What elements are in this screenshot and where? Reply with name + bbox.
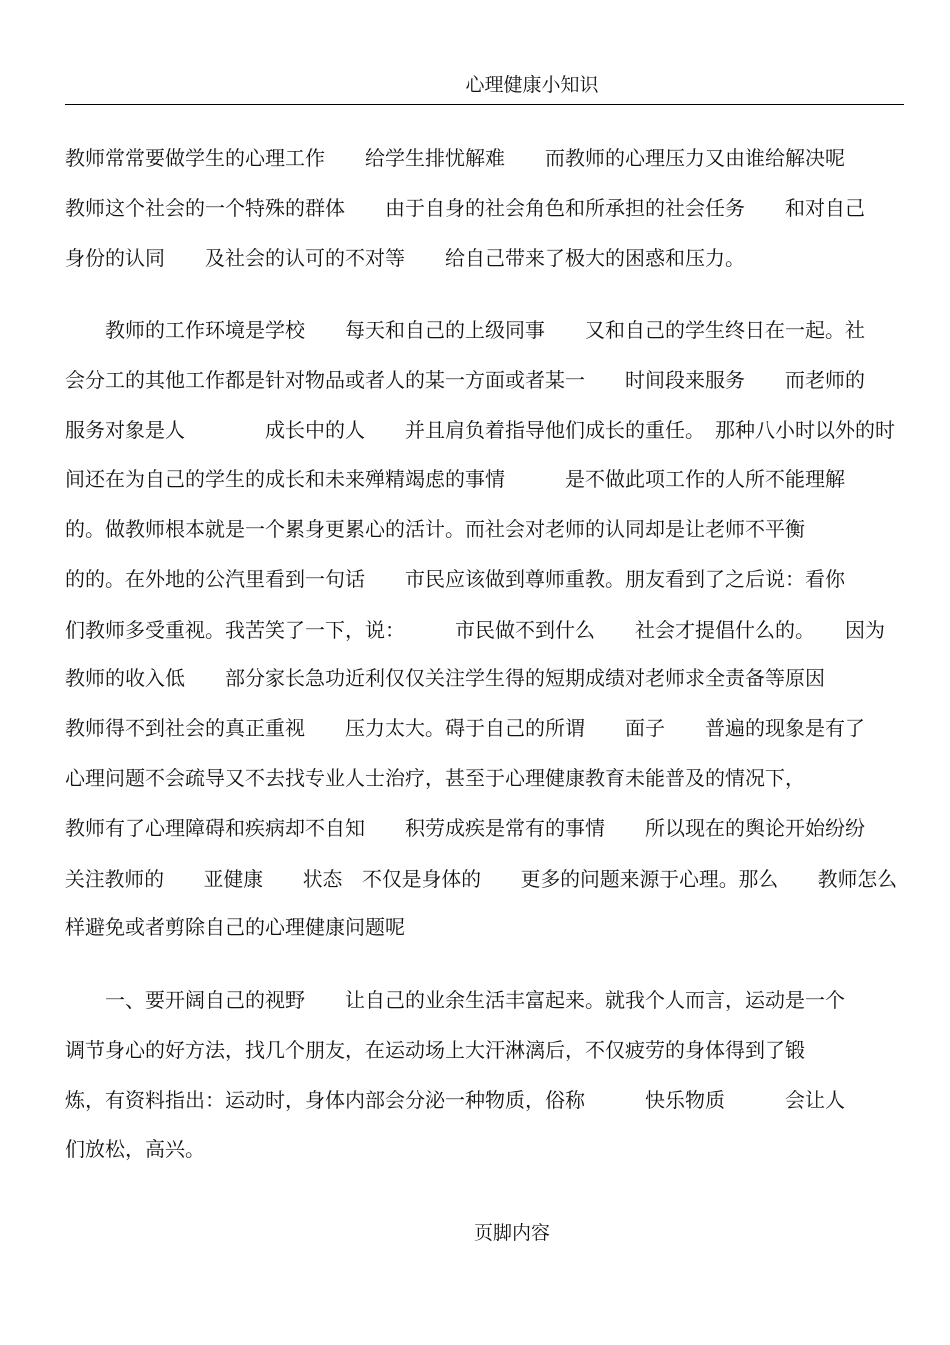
text-line: 一、要开阔自己的视野 让自己的业余生活丰富起来。就我个人而言，运动是一个 — [65, 988, 845, 1012]
text-line: 教师的工作环境是学校 每天和自己的上级同事 又和自己的学生终日在一起。社 — [65, 318, 865, 342]
text-line: 样避免或者剪除自己的心理健康问题呢 — [65, 915, 405, 939]
page-header-title: 心理健康小知识 — [465, 74, 599, 96]
text-line: 间还在为自己的学生的成长和未来殚精竭虑的事情 是不做此项工作的人所不能理解 — [65, 467, 845, 491]
text-line: 关注教师的 亚健康 状态 不仅是身体的 更多的问题来源于心理。那么 教师怎么 — [65, 867, 898, 891]
text-line: 心理问题不会疏导又不去找专业人士治疗，甚至于心理健康教育未能普及的情况下， — [65, 766, 805, 790]
text-line: 教师得不到社会的真正重视 压力太大。碍于自己的所谓 面子 普遍的现象是有了 — [65, 716, 865, 740]
text-line: 教师这个社会的一个特殊的群体 由于自身的社会角色和所承担的社会任务 和对自己 — [65, 196, 865, 220]
text-line: 们放松，高兴。 — [65, 1137, 205, 1161]
text-line: 们教师多受重视。我苦笑了一下，说： 市民做不到什么 社会才提倡什么的。 因为 — [65, 618, 885, 642]
page-footer: 页脚内容 — [473, 1222, 550, 1244]
text-line: 身份的认同 及社会的认可的不对等 给自己带来了极大的困惑和压力。 — [65, 246, 745, 270]
text-line: 的的。在外地的公汽里看到一句话 市民应该做到尊师重教。朋友看到了之后说：看你 — [65, 567, 845, 591]
text-line: 的。做教师根本就是一个累身更累心的活计。而社会对老师的认同却是让老师不平衡 — [65, 517, 805, 541]
text-line: 调节身心的好方法，找几个朋友，在运动场上大汗淋漓后，不仅疲劳的身体得到了锻 — [65, 1038, 805, 1062]
text-line: 教师常常要做学生的心理工作 给学生排忧解难 而教师的心理压力又由谁给解决呢 — [65, 146, 845, 170]
text-line: 教师有了心理障碍和疾病却不自知 积劳成疾是常有的事情 所以现在的舆论开始纷纷 — [65, 816, 865, 840]
text-line: 炼，有资料指出：运动时，身体内部会分泌一种物质，俗称 快乐物质 会让人 — [65, 1088, 845, 1112]
text-line: 服务对象是人 成长中的人 并且肩负着指导他们成长的重任。 那种八小时以外的时 — [65, 418, 895, 442]
text-line: 会分工的其他工作都是针对物品或者人的某一方面或者某一 时间段来服务 而老师的 — [65, 368, 865, 392]
text-line: 教师的收入低 部分家长急功近利仅仅关注学生得的短期成绩对老师求全责备等原因 — [65, 666, 825, 690]
